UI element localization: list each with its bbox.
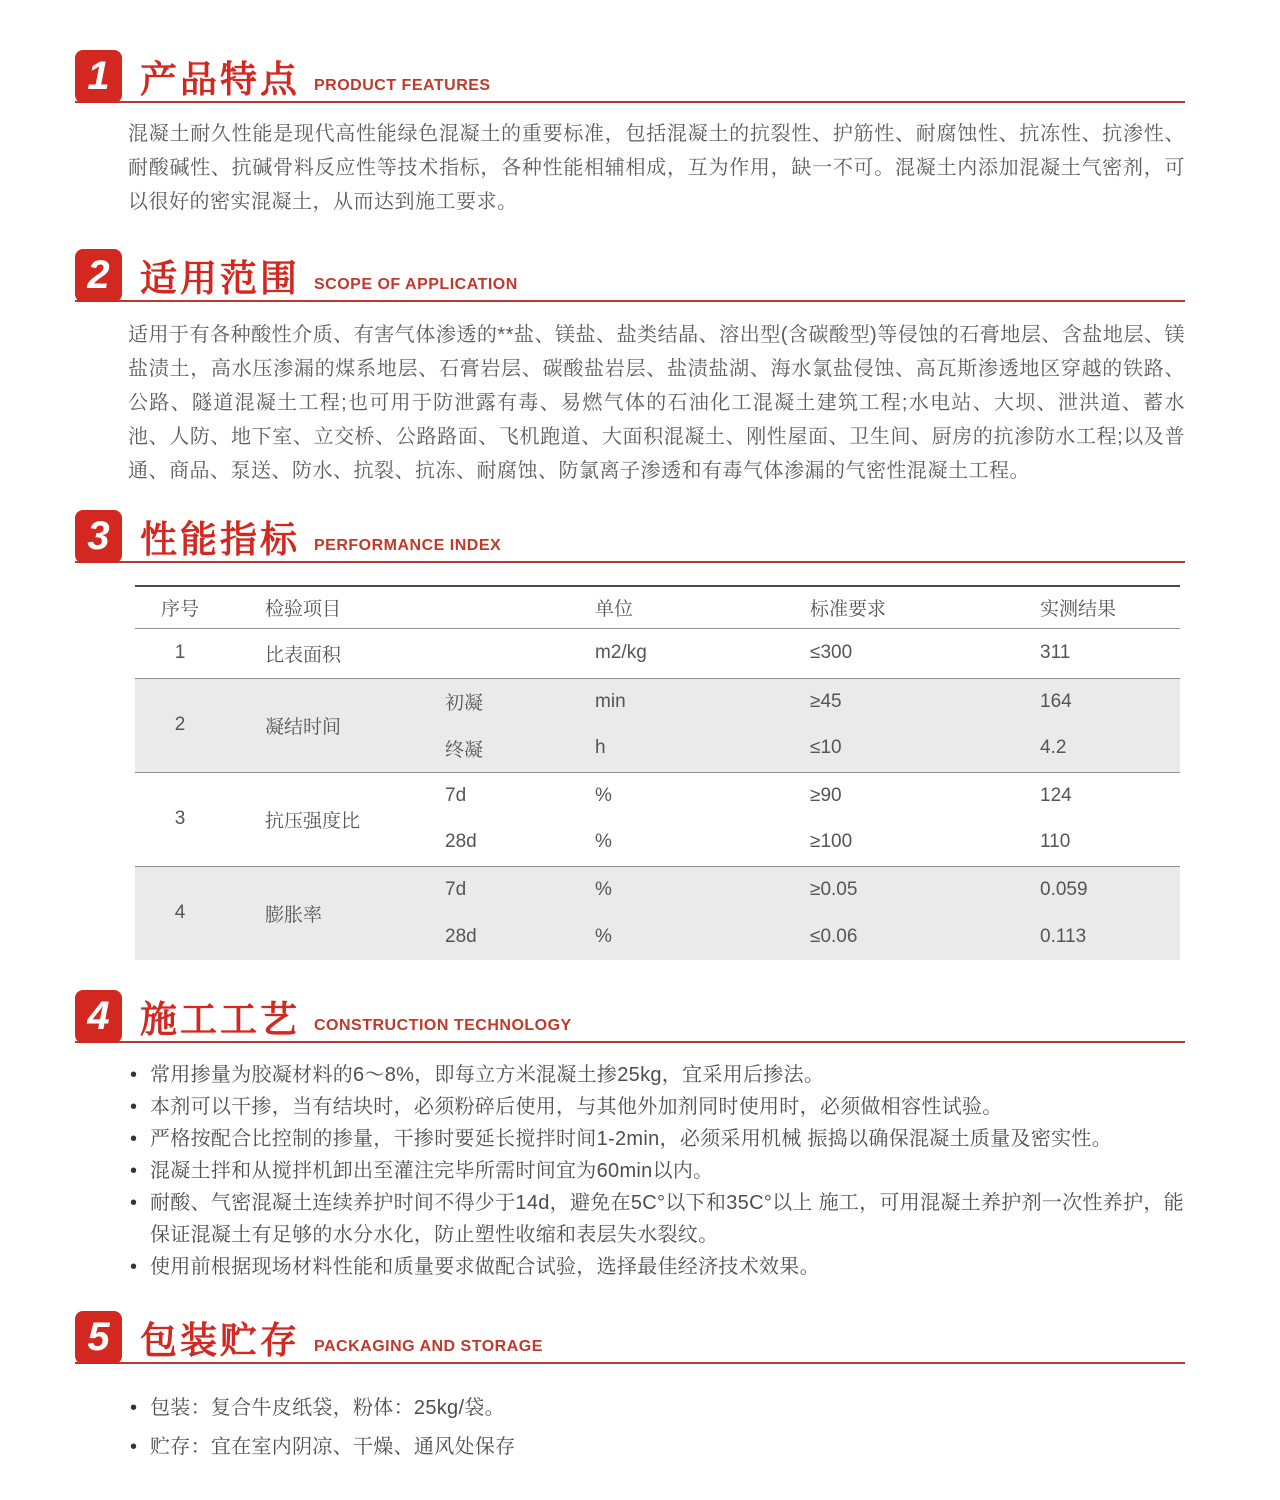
section-2-number-badge: 2: [75, 249, 122, 302]
section-5-header: [75, 1311, 1185, 1364]
section-2-caption: SCOPE OF APPLICATION: [314, 276, 518, 293]
cell-no: 3: [174, 808, 186, 829]
section-2-paragraph: 适用于有各种酸性介质、有害气体渗透的**盐、镁盐、盐类结晶、溶出型(含碳酸型)等侵蚀的石膏地层、含盐地层、镁盐渍土，高水压渗漏的煤系地层、石膏岩层、碳酸盐岩层、盐渍盐湖、海水氯盐侵蚀、高瓦斯渗透地区穿越的铁路、公路、隧道混凝土工程;也可用于防泄露有毒、易燃气体的石油化工混凝土建筑工程;水电站、大坝、泄洪道、蓄水池、人防、地下室、立交桥、公路路面、飞机跑道、大面积混凝土、刚性屋面、卫生间、厨房的抗渗防水工程;以及普通、商品、泵送、防水、抗裂、抗冻、耐腐蚀、防氯离子渗透和有毒气体渗漏的气密性混凝土工程。: [128, 324, 1185, 482]
section-construction-technology: [75, 990, 1185, 1283]
section-1-title: 产品特点: [140, 59, 300, 100]
col-header-standard: 标准要求: [810, 598, 887, 620]
cell-item: 抗压强度比: [265, 810, 361, 832]
cell-subitem: 28d: [445, 925, 477, 947]
cell-unit: %: [595, 831, 612, 853]
cell-result: 0.113: [1040, 925, 1087, 947]
cell-standard: ≥45: [810, 690, 842, 712]
cell-result: 4.2: [1040, 737, 1067, 759]
table-row: [135, 866, 1180, 913]
list-item: • 严格按配合比控制的掺量，干掺时要延长搅拌时间1-2min，必须采用机械 振捣以确保混凝土质量及密实性。: [128, 1123, 1185, 1155]
construction-bullet-list: [128, 1059, 1185, 1283]
table-header-row: [135, 586, 1180, 628]
col-header-item: 检验项目: [265, 598, 342, 620]
cell-standard: ≤10: [810, 737, 842, 759]
col-header-result: 实测结果: [1040, 598, 1117, 620]
list-item: • 使用前根据现场材料性能和质量要求做配合试验，选择最佳经济技术效果。: [128, 1251, 1185, 1283]
cell-subitem: 7d: [445, 878, 467, 900]
performance-index-table: [135, 585, 1180, 960]
section-performance-index: [75, 510, 1185, 960]
cell-standard: ≥0.05: [810, 878, 858, 900]
cell-item: 凝结时间: [265, 716, 342, 738]
section-2-header: [75, 249, 1185, 302]
section-3-number-badge: 3: [75, 510, 122, 563]
cell-subitem: 7d: [445, 784, 467, 806]
table-row: [135, 772, 1180, 819]
section-4-number-badge: 4: [75, 990, 122, 1043]
section-1-number-badge: 1: [75, 50, 122, 103]
section-1-caption: PRODUCT FEATURES: [314, 77, 491, 94]
cell-result: 110: [1040, 831, 1071, 853]
cell-no: 4: [174, 902, 186, 924]
cell-no: 1: [174, 642, 186, 663]
list-item: • 本剂可以干掺，当有结块时，必须粉碎后使用，与其他外加剂同时使用时，必须做相容性试验。: [128, 1091, 1185, 1123]
cell-unit: min: [595, 690, 626, 712]
section-5-caption: PACKAGING AND STORAGE: [314, 1338, 543, 1355]
section-2-title: 适用范围: [140, 258, 300, 299]
cell-result: 164: [1040, 690, 1072, 712]
table-row: [135, 628, 1180, 678]
cell-unit: m2/kg: [595, 642, 647, 663]
section-1-header: [75, 50, 1185, 103]
section-4-caption: CONSTRUCTION TECHNOLOGY: [314, 1017, 572, 1034]
section-3-header: [75, 510, 1185, 563]
section-4-title: 施工工艺: [140, 999, 300, 1040]
list-item: • 包装：复合牛皮纸袋，粉体：25kg/袋。: [128, 1392, 1185, 1425]
cell-standard: ≤300: [810, 642, 853, 663]
section-4-header: [75, 990, 1185, 1043]
cell-result: 0.059: [1040, 878, 1088, 900]
cell-result: 311: [1040, 642, 1071, 663]
cell-unit: h: [595, 737, 606, 759]
cell-item: 比表面积: [265, 644, 342, 666]
cell-unit: %: [595, 784, 612, 806]
cell-subitem: 初凝: [445, 693, 484, 715]
list-item: • 混凝土拌和从搅拌机卸出至灌注完毕所需时间宜为60min以内。: [128, 1155, 1185, 1187]
cell-standard: ≤0.06: [810, 925, 858, 947]
section-5-number-badge: 5: [75, 1311, 122, 1364]
section-5-title: 包装贮存: [140, 1320, 300, 1361]
section-scope-of-application: [75, 249, 1185, 488]
list-item: • 耐酸、气密混凝土连续养护时间不得少于14d，避免在5C°以下和35C°以上 施工，可用混凝土养护剂一次性养护，能保证混凝土有足够的水分水化，防止塑性收缩和表层失水裂纹。: [128, 1187, 1185, 1251]
cell-subitem: 28d: [445, 831, 477, 853]
cell-standard: ≥90: [810, 784, 842, 806]
table-row: [135, 678, 1180, 725]
section-packaging-and-storage: [75, 1311, 1185, 1464]
section-product-features: [75, 50, 1185, 219]
cell-result: 124: [1040, 784, 1072, 806]
packaging-bullet-list: [128, 1392, 1185, 1464]
cell-unit: %: [595, 878, 612, 900]
section-1-paragraph: 混凝土耐久性能是现代高性能绿色混凝土的重要标准，包括混凝土的抗裂性、护筋性、耐腐蚀性、抗冻性、抗渗性、耐酸碱性、抗碱骨料反应性等技术指标，各种性能相辅相成，互为作用，缺一不可。混凝土内添加混凝土气密剂，可以很好的密实混凝土，从而达到施工要求。: [128, 123, 1185, 213]
col-header-unit: 单位: [595, 598, 634, 620]
list-item: • 常用掺量为胶凝材料的6～8%，即每立方米混凝土掺25kg，宜采用后掺法。: [128, 1059, 1185, 1091]
list-item: • 贮存：宜在室内阴凉、干燥、通风处保存: [128, 1431, 1185, 1464]
section-3-title: 性能指标: [140, 519, 300, 560]
section-3-caption: PERFORMANCE INDEX: [314, 537, 502, 554]
cell-unit: %: [595, 925, 612, 947]
col-header-no: 序号: [160, 598, 199, 620]
cell-item: 膨胀率: [265, 904, 323, 926]
cell-standard: ≥100: [810, 831, 853, 853]
cell-subitem: 终凝: [445, 739, 484, 761]
cell-no: 2: [174, 714, 186, 735]
